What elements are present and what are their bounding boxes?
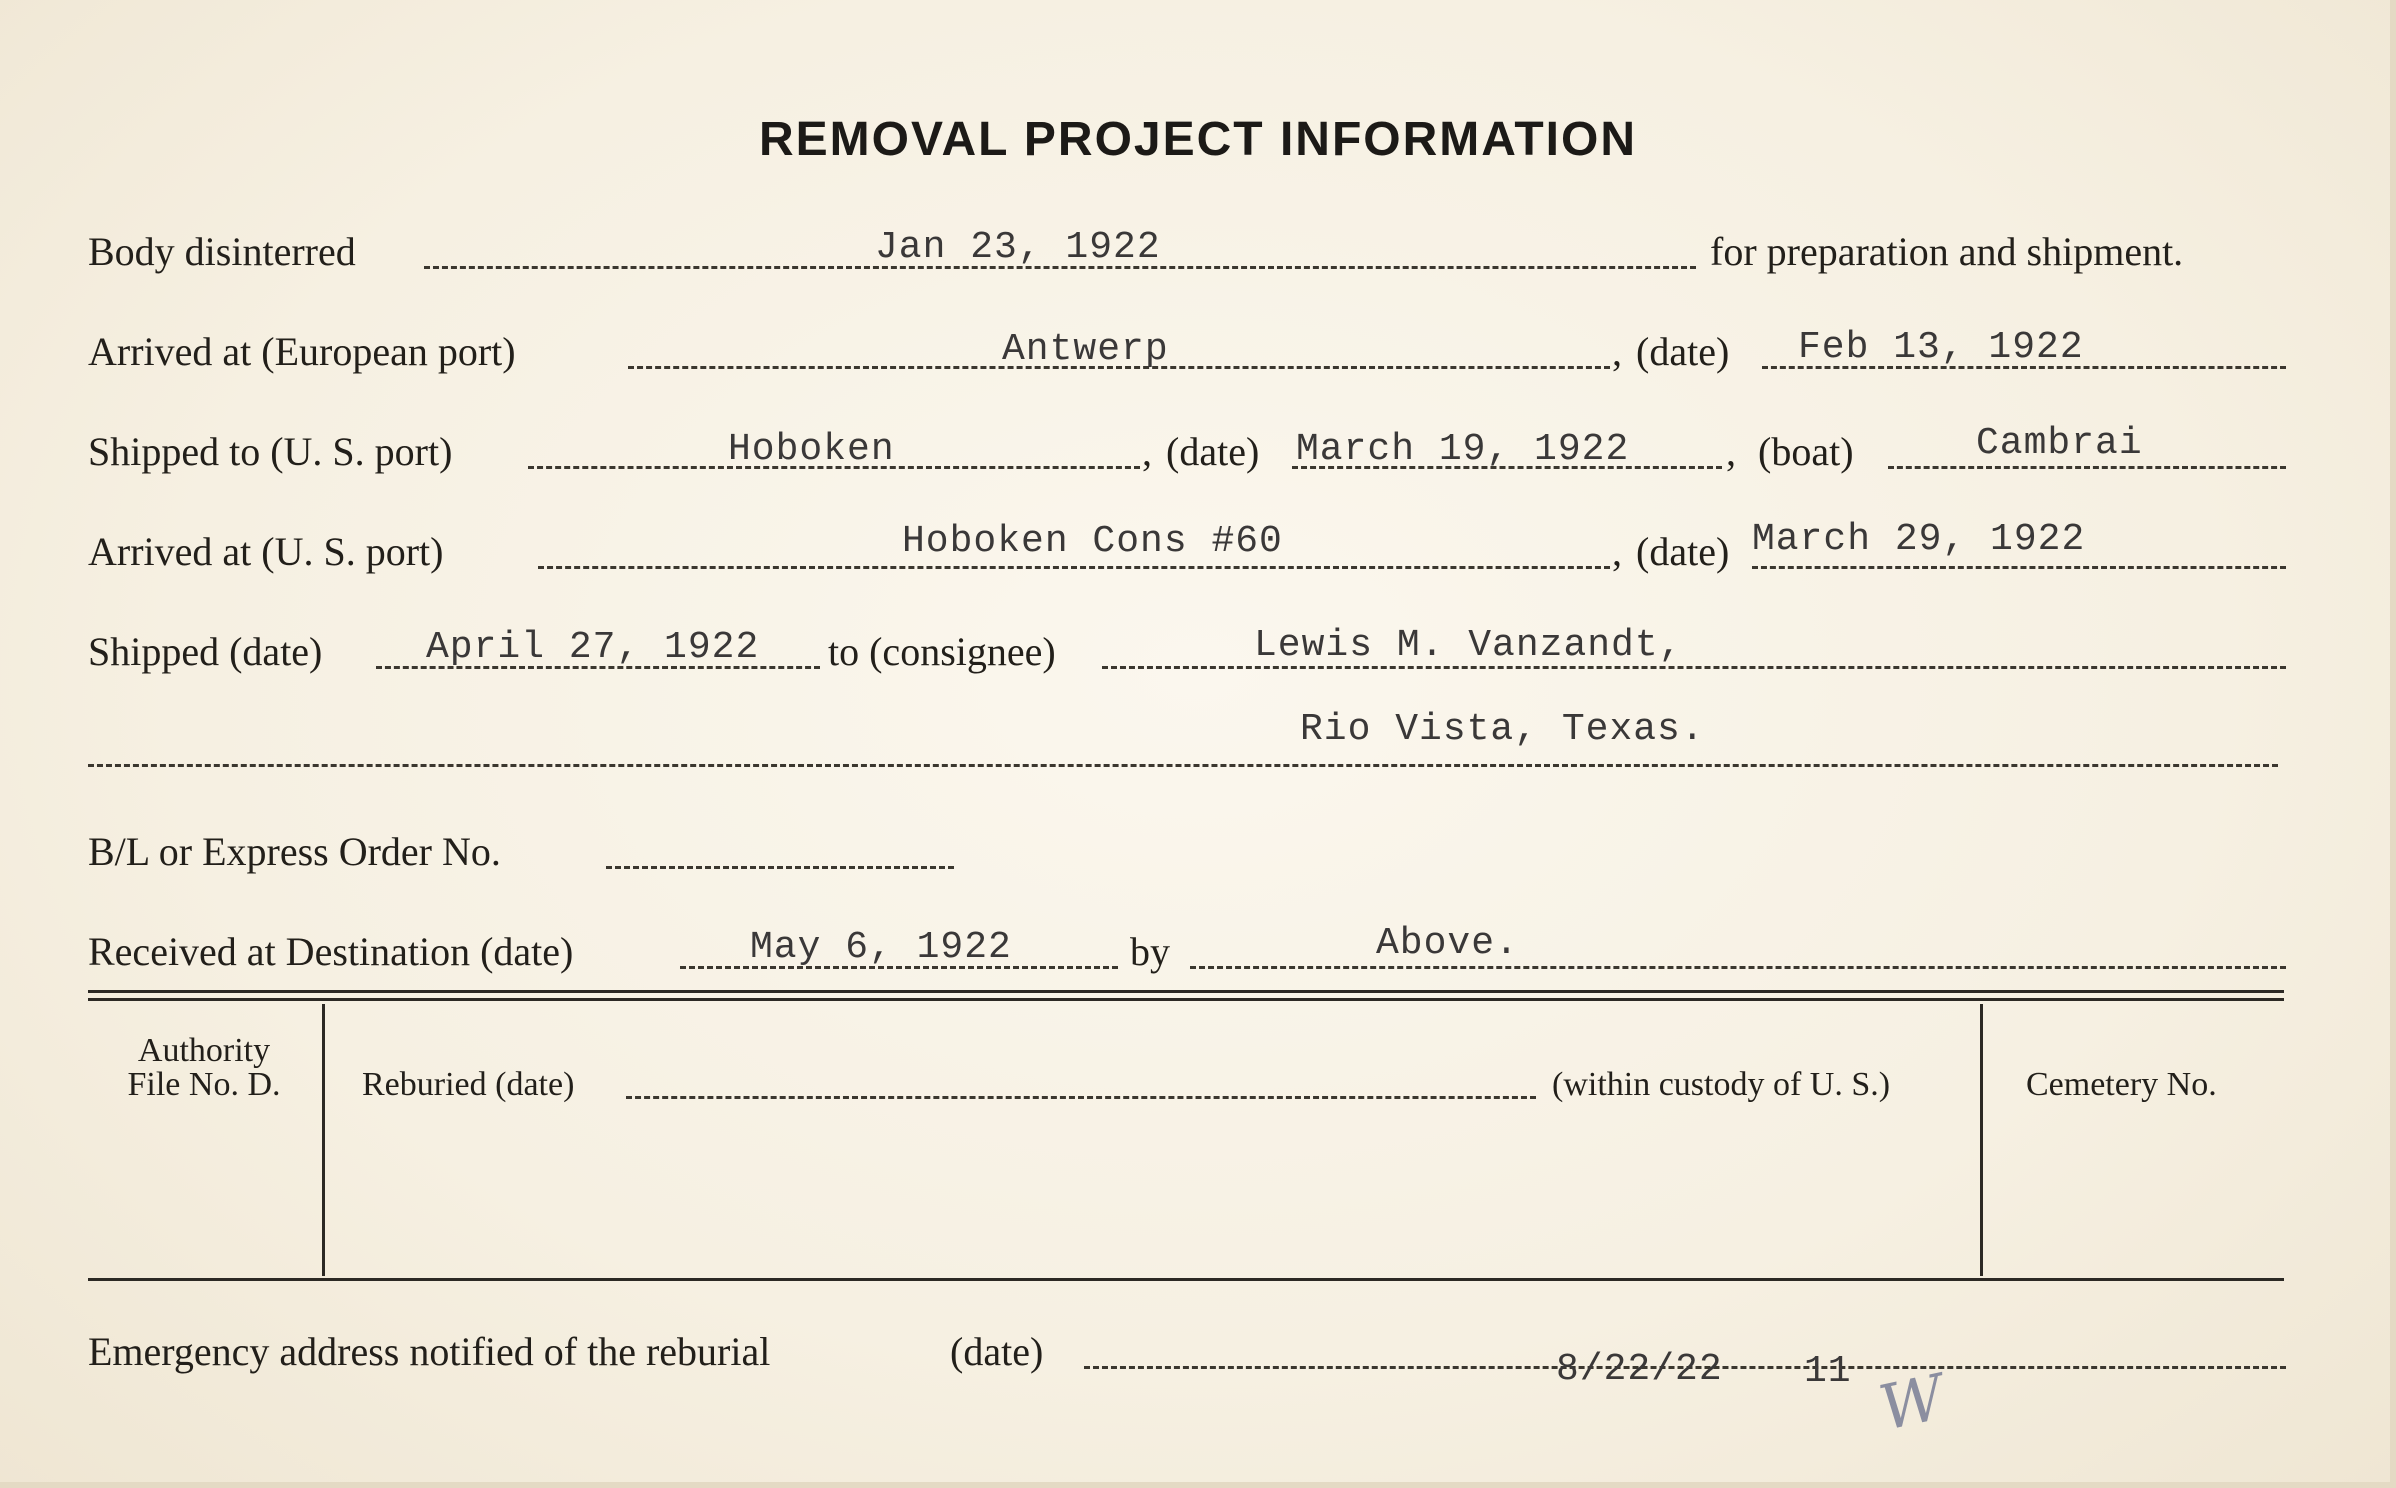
label-reburied: Reburied (date) — [362, 1066, 575, 1103]
label-emergency-date: (date) — [950, 1329, 1044, 1374]
value-european-date: Feb 13, 1922 — [1798, 326, 2084, 369]
label-european-date: (date) — [1636, 329, 1730, 374]
comma: , — [1726, 429, 1736, 474]
value-us-port-shipped: Hoboken — [728, 428, 895, 471]
comma: , — [1612, 529, 1622, 574]
value-disinterred-date: Jan 23, 1922 — [875, 226, 1161, 269]
label-by: by — [1130, 929, 1170, 974]
label-shipped-us-date: (date) — [1166, 429, 1260, 474]
value-shipped-us-date: March 19, 1922 — [1296, 428, 1630, 471]
line-consignee-continued — [88, 764, 2278, 767]
line-boat — [1888, 466, 2286, 469]
divider-cemetery — [1980, 1004, 1983, 1276]
label-bl-order: B/L or Express Order No. — [88, 829, 501, 874]
table-bottom-rule — [88, 1278, 2284, 1281]
value-consignee-address: Rio Vista, Texas. — [1300, 708, 1705, 751]
double-rule-bottom — [88, 998, 2284, 1001]
value-received-by: Above. — [1376, 922, 1519, 965]
comma: , — [1612, 329, 1622, 374]
value-emergency-code: 11 — [1804, 1350, 1852, 1393]
label-authority-line2: File No. D. — [127, 1066, 281, 1103]
value-european-port: Antwerp — [1002, 328, 1169, 371]
label-shipped-to-us: Shipped to (U. S. port) — [88, 429, 453, 474]
line-reburied — [626, 1096, 1536, 1099]
value-emergency-date: 8/22/22 — [1556, 1348, 1723, 1391]
label-received-dest: Received at Destination (date) — [88, 929, 574, 974]
value-arrived-us-date: March 29, 1922 — [1752, 518, 2086, 561]
double-rule-top — [88, 990, 2284, 993]
line-us-port-arrived — [538, 566, 1610, 569]
value-boat: Cambrai — [1976, 422, 2143, 465]
label-shipped-date: Shipped (date) — [88, 629, 323, 674]
line-arrived-us-date — [1752, 566, 2286, 569]
value-us-port-arrived: Hoboken Cons #60 — [902, 520, 1283, 563]
line-received-by — [1190, 966, 2286, 969]
value-consignee-name: Lewis M. Vanzandt, — [1254, 624, 1683, 667]
label-authority-line1: Authority — [137, 1032, 271, 1069]
value-received-date: May 6, 1922 — [750, 926, 1012, 969]
label-body-disinterred: Body disinterred — [88, 229, 356, 274]
comma: , — [1142, 429, 1152, 474]
label-for-preparation: for preparation and shipment. — [1710, 229, 2184, 274]
label-boat: (boat) — [1758, 429, 1854, 474]
label-arrived-us-date: (date) — [1636, 529, 1730, 574]
label-emergency: Emergency address notified of the reburial — [88, 1329, 771, 1374]
label-cemetery-no: Cemetery No. — [2026, 1066, 2217, 1103]
label-to-consignee: to (consignee) — [828, 629, 1056, 674]
divider-authority — [322, 1004, 325, 1276]
label-arrived-european: Arrived at (European port) — [88, 329, 516, 374]
label-within-custody: (within custody of U. S.) — [1552, 1066, 1891, 1103]
value-shipped-date: April 27, 1922 — [426, 626, 760, 669]
handwritten-initials: W — [1873, 1360, 1951, 1445]
line-bl-order — [606, 866, 954, 869]
label-arrived-us: Arrived at (U. S. port) — [88, 529, 444, 574]
card-title: REMOVAL PROJECT INFORMATION — [758, 113, 1637, 166]
